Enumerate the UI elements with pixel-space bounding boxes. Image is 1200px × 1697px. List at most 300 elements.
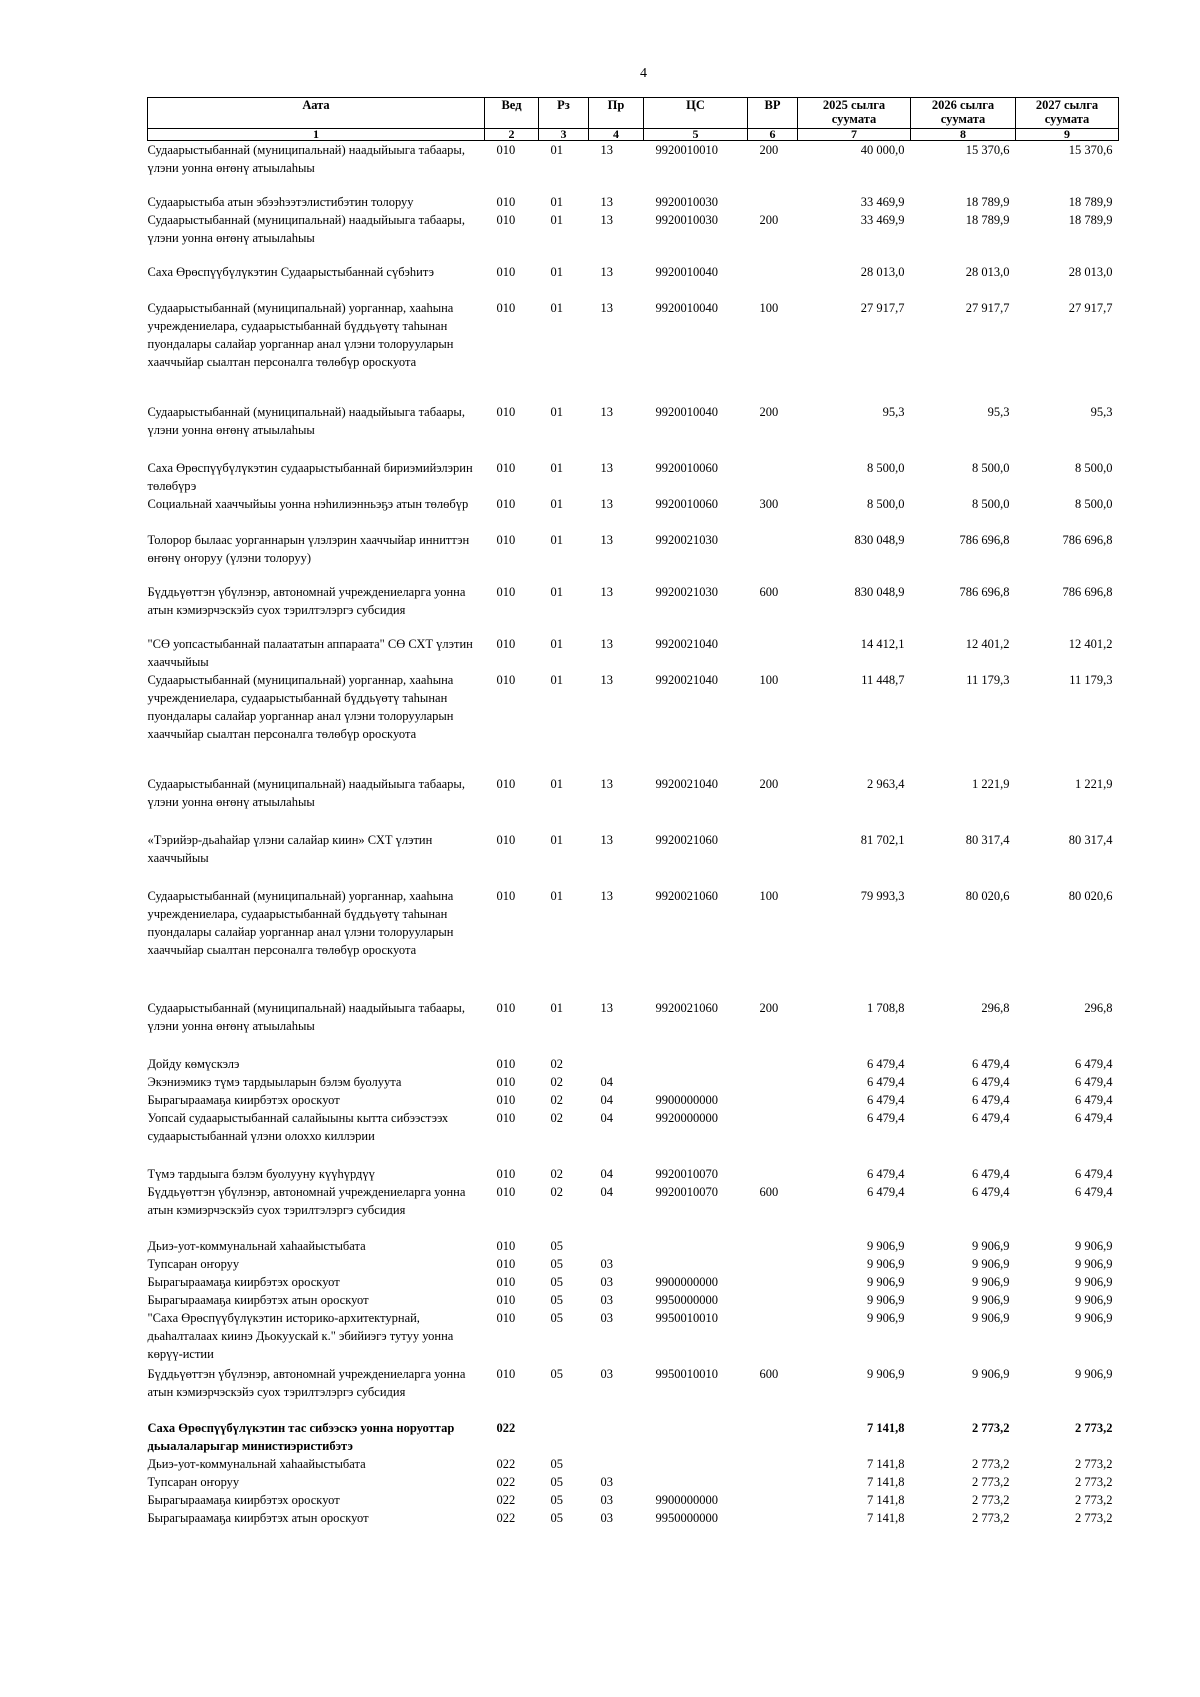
row-ved: 022 [496,1474,516,1489]
row-pr: 03 [600,1256,613,1271]
row-rz: 01 [550,212,563,227]
row-pr: 13 [600,672,613,687]
row-ved: 010 [496,1166,516,1181]
row-vr [748,193,798,211]
row-vr [748,1491,798,1509]
row-value-2027: 6 479,4 [1075,1092,1113,1107]
col-number: 9 [1016,129,1119,141]
row-cs: 9920010060 [655,460,718,475]
row-value-2026: 11 179,3 [966,672,1010,687]
row-name: "СӨ уопсастыбаннай палаататын аппараата" СӨ СХТ үлэтин хааччыйыы [147,636,473,669]
row-value-2027: 2 773,2 [1075,1474,1113,1489]
row-value-2026: 95,3 [987,404,1010,419]
row-rz: 05 [550,1474,563,1489]
table-row [148,887,1119,999]
row-value-2025: 2 963,4 [867,776,905,791]
row-cs: 9920021060 [655,832,718,847]
col-number: 8 [911,129,1016,141]
row-pr [589,1455,644,1473]
row-value-2027: 9 906,9 [1075,1238,1113,1253]
row-value-2025: 6 479,4 [867,1056,905,1071]
row-value-2025: 9 906,9 [867,1366,905,1381]
row-value-2027: 8 500,0 [1075,496,1113,511]
row-vr: 200 [759,776,779,791]
row-value-2026: 80 317,4 [965,832,1010,847]
row-value-2025: 9 906,9 [867,1256,905,1271]
row-cs: 9920021060 [655,888,718,903]
table-row [148,635,1119,671]
row-value-2026: 786 696,8 [959,532,1010,547]
row-name: Бүддьүөттэн үбүлэнэр, автономнай учреждениеларга уонна атын кэмиэрчэскэйэ суох тэрилтэлэргэ субсидия [147,1366,466,1399]
row-name: Судаарыстыбаннай (муниципальнай) наадыйыыга табаары, үлэни уонна өҥөнү атыылаһыы [147,1000,465,1033]
row-vr [748,831,798,887]
table-row [148,403,1119,459]
table-row [148,263,1119,299]
row-rz: 05 [550,1238,563,1253]
row-rz: 01 [550,888,563,903]
row-name: Түмэ тардыыга бэлэм буолууну күүһүрдүү [147,1166,375,1181]
row-name: Бырагыраамаҕа киирбэтэх ороскуот [147,1274,340,1289]
row-vr [748,1291,798,1309]
table-row [148,1091,1119,1109]
row-vr [748,1073,798,1091]
row-value-2027: 1 221,9 [1075,776,1113,791]
col-header-2027: 2027 сылга суумата [1016,98,1119,129]
row-name: Тупсаран оҥоруу [147,1256,240,1271]
row-name: Саха Өрөспүүбүлүкэтин Судаарыстыбаннай сүбэһитэ [147,264,434,279]
row-vr [748,1273,798,1291]
row-value-2026: 9 906,9 [972,1292,1010,1307]
col-header-ved: Вед [485,98,539,129]
row-value-2026: 6 479,4 [972,1056,1010,1071]
row-ved: 010 [496,300,516,315]
row-value-2025: 11 448,7 [861,672,905,687]
col-header-2025: 2025 сылга суумата [798,98,911,129]
row-vr [748,1091,798,1109]
row-rz: 05 [550,1366,563,1381]
row-cs: 9920021030 [655,532,718,547]
row-value-2026: 27 917,7 [965,300,1010,315]
row-value-2026: 1 221,9 [972,776,1010,791]
row-value-2027: 9 906,9 [1075,1274,1113,1289]
row-ved: 010 [496,532,516,547]
table-row [148,1109,1119,1165]
row-pr: 13 [600,212,613,227]
row-value-2026: 9 906,9 [972,1238,1010,1253]
row-rz: 01 [550,532,563,547]
row-vr [748,1165,798,1183]
row-vr [748,1237,798,1255]
row-pr: 13 [600,636,613,651]
row-cs: 9920010040 [655,404,718,419]
table-row [148,141,1119,193]
row-ved: 010 [496,143,516,157]
row-value-2026: 2 773,2 [972,1474,1010,1489]
row-rz: 01 [550,832,563,847]
row-rz: 02 [550,1056,563,1071]
row-value-2027: 6 479,4 [1075,1074,1113,1089]
row-value-2025: 7 141,8 [867,1474,905,1489]
row-ved: 010 [496,1256,516,1271]
col-number: 1 [148,129,485,141]
row-value-2026: 6 479,4 [972,1092,1010,1107]
row-value-2026: 9 906,9 [972,1310,1010,1325]
row-cs [644,1055,748,1073]
row-ved: 010 [496,832,516,847]
row-name: Бырагыраамаҕа киирбэтэх ороскуот [147,1092,340,1107]
row-cs: 9920010040 [655,264,718,279]
row-ved: 010 [496,672,516,687]
row-cs: 9950000000 [655,1292,718,1307]
row-value-2026: 18 789,9 [965,212,1010,227]
row-name: Бырагыраамаҕа киирбэтэх атын ороскуот [147,1292,369,1307]
table-row [148,1055,1119,1073]
table-header [148,98,1119,141]
row-value-2027: 9 906,9 [1075,1292,1113,1307]
row-value-2027: 6 479,4 [1075,1184,1113,1199]
row-value-2026: 2 773,2 [972,1420,1010,1435]
row-name: Экэниэмикэ түмэ тардыыларын бэлэм буолуута [147,1074,402,1089]
row-name: "Саха Өрөспүүбүлүкэтин историко-архитектурнай, дьаһалталаах киинэ Дьокуускай к." эбийиэгэ тутуу уонна көрүү-истии [147,1310,454,1361]
row-ved: 010 [496,212,516,227]
row-vr: 200 [759,404,779,419]
row-pr: 03 [600,1310,613,1325]
row-pr: 04 [600,1110,613,1125]
row-pr: 13 [600,832,613,847]
header-row [148,98,1119,129]
table-row [148,999,1119,1055]
row-pr: 13 [600,776,613,791]
row-value-2027: 2 773,2 [1075,1492,1113,1507]
row-name: Дьиэ-уот-коммунальнай хаһаайыстыбата [147,1456,366,1471]
row-value-2026: 9 906,9 [972,1256,1010,1271]
row-vr [748,1473,798,1491]
row-value-2026: 786 696,8 [959,584,1010,599]
row-value-2027: 12 401,2 [1068,636,1113,651]
row-cs: 9920021040 [655,776,718,791]
table-row [148,1455,1119,1473]
row-ved: 010 [496,194,516,209]
row-rz: 02 [550,1074,563,1089]
row-cs: 9920010070 [655,1166,718,1181]
row-name: Бүддьүөттэн үбүлэнэр, автономнай учреждениеларга уонна атын кэмиэрчэскэйэ суох тэрилтэлэргэ субсидия [147,1184,466,1217]
row-value-2026: 28 013,0 [965,264,1010,279]
row-vr [748,1255,798,1273]
row-name: Бүддьүөттэн үбүлэнэр, автономнай учреждениеларга уонна атын кэмиэрчэскэйэ суох тэрилтэлэргэ субсидия [147,584,466,617]
row-value-2027: 6 479,4 [1075,1110,1113,1125]
row-ved: 010 [496,1366,516,1381]
row-pr: 03 [600,1492,613,1507]
row-value-2027: 2 773,2 [1075,1510,1113,1525]
table-row [148,211,1119,263]
row-rz: 05 [550,1510,563,1525]
col-header-2026: 2026 сылга суумата [911,98,1016,129]
row-rz: 01 [550,776,563,791]
table-row [148,1309,1119,1365]
row-pr: 03 [600,1474,613,1489]
row-pr: 13 [600,496,613,511]
row-pr: 04 [600,1074,613,1089]
row-rz: 05 [550,1256,563,1271]
col-header-cs: ЦС [644,98,748,129]
row-cs [644,1455,748,1473]
row-ved: 010 [496,1292,516,1307]
row-cs: 9900000000 [655,1274,718,1289]
row-pr: 13 [600,194,613,209]
row-value-2025: 33 469,9 [860,194,905,209]
row-name: Дойду көмүскэлэ [147,1056,240,1071]
row-vr [748,1309,798,1365]
row-rz: 01 [550,584,563,599]
row-pr: 04 [600,1092,613,1107]
row-ved: 022 [496,1510,516,1525]
row-rz: 01 [550,460,563,475]
row-ved: 010 [496,636,516,651]
row-value-2027: 786 696,8 [1062,584,1113,599]
table-row [148,1237,1119,1255]
row-value-2026: 8 500,0 [972,496,1010,511]
col-header-name: Аата [148,98,485,129]
table-row [148,495,1119,531]
row-value-2027: 8 500,0 [1075,460,1113,475]
row-value-2025: 6 479,4 [867,1074,905,1089]
table-row [148,583,1119,635]
table-row [148,1165,1119,1183]
row-value-2026: 6 479,4 [972,1110,1010,1125]
row-value-2026: 2 773,2 [972,1510,1010,1525]
row-cs [644,1237,748,1255]
row-name: Тупсаран оҥоруу [147,1474,240,1489]
row-ved: 010 [496,1074,516,1089]
row-ved: 010 [496,404,516,419]
row-cs [644,1073,748,1091]
row-pr: 03 [600,1510,613,1525]
row-value-2027: 95,3 [1090,404,1113,419]
row-cs: 9900000000 [655,1492,718,1507]
row-value-2027: 80 317,4 [1068,832,1113,847]
row-ved: 010 [496,1310,516,1325]
row-value-2026: 80 020,6 [965,888,1010,903]
row-cs: 9950010010 [655,1366,718,1381]
row-rz: 05 [550,1292,563,1307]
table-row [148,1509,1119,1527]
row-value-2025: 8 500,0 [867,460,905,475]
row-vr [748,459,798,495]
row-vr: 100 [759,672,779,687]
table-row [148,193,1119,211]
row-rz: 02 [550,1110,563,1125]
table-row [148,459,1119,495]
row-cs: 9920010040 [655,300,718,315]
row-value-2027: 11 179,3 [1069,672,1113,687]
row-pr: 04 [600,1184,613,1199]
row-value-2027: 9 906,9 [1075,1256,1113,1271]
row-name: Судаарыстыбаннай (муниципальнай) уорганнар, хааһына учреждениелара, судаарыстыбаннай бүддьүөтү таһынан пуондалары салайар уорганнар анал үлэни толорууларын хааччыйар сыалтан персоналга төлөбүр ороскуота [147,300,454,369]
row-ved: 010 [496,460,516,475]
row-value-2025: 1 708,8 [867,1000,905,1015]
row-cs: 9920010070 [655,1184,718,1199]
table-row [148,531,1119,583]
row-name: Судаарыстыбаннай (муниципальнай) наадыйыыга табаары, үлэни уонна өҥөнү атыылаһыы [147,143,465,175]
row-ved: 010 [496,888,516,903]
row-rz: 01 [550,143,563,157]
col-header-vr: ВР [748,98,798,129]
row-value-2025: 27 917,7 [860,300,905,315]
row-vr [748,1509,798,1527]
row-value-2026: 9 906,9 [972,1366,1010,1381]
row-vr [748,1109,798,1165]
row-rz: 01 [550,404,563,419]
row-value-2026: 2 773,2 [972,1456,1010,1471]
row-vr: 600 [759,1184,779,1199]
col-number: 3 [539,129,589,141]
row-vr: 600 [759,1366,779,1381]
col-header-rz: Рз [539,98,589,129]
table-row [148,1491,1119,1509]
row-ved: 010 [496,1056,516,1071]
row-pr: 13 [600,143,613,157]
row-pr: 04 [600,1166,613,1181]
row-vr [748,531,798,583]
col-number: 4 [589,129,644,141]
row-rz: 01 [550,636,563,651]
row-name: Саха Өрөспүүбүлүкэтин тас сибээскэ уонна норуоттар дьыалаларыгар министиэристибэтэ [147,1420,455,1453]
row-value-2025: 95,3 [882,404,905,419]
row-rz: 05 [550,1310,563,1325]
col-number: 6 [748,129,798,141]
row-value-2025: 830 048,9 [854,584,905,599]
row-value-2027: 28 013,0 [1068,264,1113,279]
row-cs [644,1473,748,1491]
row-vr: 600 [759,584,779,599]
row-value-2027: 15 370,6 [1068,143,1113,157]
row-name: Судаарыстыбаннай (муниципальнай) наадыйыыга табаары, үлэни уонна өҥөнү атыылаһыы [147,404,465,437]
row-value-2025: 40 000,0 [860,143,905,157]
row-vr: 100 [759,888,779,903]
row-ved: 022 [496,1420,516,1435]
page-number: 4 [640,66,647,81]
row-ved: 022 [496,1456,516,1471]
row-rz: 02 [550,1184,563,1199]
row-value-2025: 9 906,9 [867,1292,905,1307]
row-value-2025: 6 479,4 [867,1092,905,1107]
row-name: Судаарыстыбаннай (муниципальнай) наадыйыыга табаары, үлэни уонна өҥөнү атыылаһыы [147,212,465,245]
row-cs: 9920021040 [655,636,718,651]
row-cs: 9920000000 [655,1110,718,1125]
row-name: Судаарыстыба атын эбээһээтэлистибэтин толоруу [147,194,414,209]
row-pr: 13 [600,532,613,547]
row-rz: 05 [550,1492,563,1507]
row-pr: 13 [600,300,613,315]
row-value-2026: 12 401,2 [965,636,1010,651]
row-value-2026: 8 500,0 [972,460,1010,475]
row-value-2025: 9 906,9 [867,1238,905,1253]
row-value-2025: 9 906,9 [867,1274,905,1289]
row-ved: 010 [496,496,516,511]
row-value-2027: 786 696,8 [1062,532,1113,547]
row-ved: 010 [496,776,516,791]
row-pr [589,1237,644,1255]
row-rz: 01 [550,496,563,511]
row-cs: 9900000000 [655,1092,718,1107]
row-rz: 02 [550,1092,563,1107]
table-row [148,1273,1119,1291]
row-value-2027: 296,8 [1084,1000,1113,1015]
row-value-2025: 14 412,1 [860,636,905,651]
budget-table [147,97,1119,1527]
table-row [148,1183,1119,1237]
row-value-2025: 830 048,9 [854,532,905,547]
table-row [148,775,1119,831]
row-value-2025: 7 141,8 [867,1492,905,1507]
row-value-2026: 9 906,9 [972,1274,1010,1289]
row-ved: 010 [496,264,516,279]
row-pr: 13 [600,460,613,475]
row-value-2025: 7 141,8 [867,1420,905,1435]
table-row [148,1073,1119,1091]
row-value-2027: 80 020,6 [1068,888,1113,903]
row-vr: 200 [759,1000,779,1015]
row-value-2026: 2 773,2 [972,1492,1010,1507]
row-ved: 010 [496,1092,516,1107]
row-ved: 010 [496,1274,516,1289]
row-ved: 010 [496,1110,516,1125]
row-rz: 01 [550,672,563,687]
row-cs: 9920010010 [655,143,718,157]
col-header-pr: Пр [589,98,644,129]
table-row [148,1365,1119,1419]
row-cs: 9920010030 [655,194,718,209]
row-value-2025: 81 702,1 [860,832,905,847]
row-pr: 03 [600,1292,613,1307]
col-number: 5 [644,129,748,141]
row-value-2026: 6 479,4 [972,1184,1010,1199]
row-value-2027: 9 906,9 [1075,1310,1113,1325]
table-row [148,1291,1119,1309]
row-name: Социальнай хааччыйыы уонна нэһилиэнньэҕэ атын төлөбүр [147,496,469,511]
row-pr: 03 [600,1274,613,1289]
col-number: 2 [485,129,539,141]
row-rz: 01 [550,194,563,209]
row-vr: 100 [759,300,779,315]
row-name: Дьиэ-уот-коммунальнай хаһаайыстыбата [147,1238,366,1253]
row-rz: 05 [550,1274,563,1289]
row-name: Уопсай судаарыстыбаннай салайыыны кытта сибээстээх судаарыстыбаннай үлэни олоххо киллэрии [147,1110,449,1143]
row-name: Толорор былаас уорганнарын үлэлэрин хааччыйар инниттэн өҥөнү оҥоруу (үлэни толоруу) [147,532,470,565]
row-vr: 200 [759,143,779,157]
row-name: Судаарыстыбаннай (муниципальнай) уорганнар, хааһына учреждениелара, судаарыстыбаннай бүддьүөтү таһынан пуондалары салайар уорганнар анал үлэни толорууларын хааччыйар сыалтан персоналга төлөбүр ороскуота [147,672,454,741]
row-value-2026: 296,8 [981,1000,1010,1015]
row-value-2027: 18 789,9 [1068,212,1113,227]
row-cs: 9920010060 [655,496,718,511]
row-cs: 9920021040 [655,672,718,687]
row-rz [539,1419,589,1455]
row-rz: 01 [550,300,563,315]
row-rz: 02 [550,1166,563,1181]
col-number: 7 [798,129,911,141]
row-pr: 13 [600,264,613,279]
row-cs: 9920021060 [655,1000,718,1015]
row-value-2025: 9 906,9 [867,1310,905,1325]
row-value-2026: 18 789,9 [965,194,1010,209]
row-cs: 9950010010 [655,1310,718,1325]
column-number-row [148,129,1119,141]
row-rz: 05 [550,1456,563,1471]
row-ved: 010 [496,584,516,599]
row-name: «Тэрийэр-дьаһайар үлэни салайар киин» СХТ үлэтин хааччыйыы [147,832,433,865]
row-value-2027: 27 917,7 [1068,300,1113,315]
table-row [148,1419,1119,1455]
